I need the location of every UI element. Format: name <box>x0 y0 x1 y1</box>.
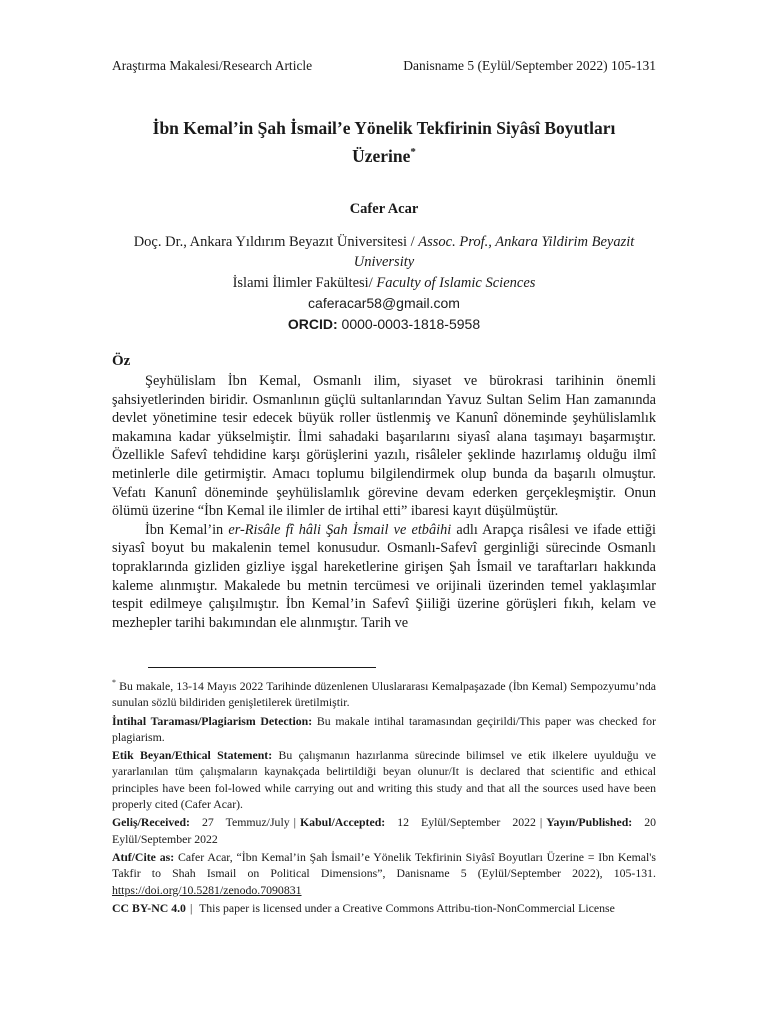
abstract-p2-pre: İbn Kemal’in <box>145 521 229 538</box>
dates-note <box>112 814 656 847</box>
abstract-paragraph-1: Şeyhülislam İbn Kemal, Osmanlı ilim, siyaset ve bürokrasi tarihinin önemli şahsiyetlerinden biridir. Osmanlının güçlü sultanlarından Yavuz Sultan Selim Han zamanında devlet yönetimine tesir edecek büyük roller üstlenmiş ve Kanunî döneminde şeyhülislamlık makamına kadar yükselmiştir. İlmi sahadaki başarılarını siyasî alana taşımayı başarmıştır. Özellikle Safevî tehdidine karşı görüşlerini yazılı, risâleler şeklinde hazırlamış olduğu ilmî metinlerle dile getirmiştir. Amacı toplumu bilgilendirmek olup bunda da başarılı olmuştur. Vefatı Kanunî döneminde şeyhülislamlık görevine devam ederken gerçekleşmiştir. Onun ölümü üzerine “İbn Kemal ile ilimler de irtihal etti” ibaresi kayıt düşülmüştür. <box>112 373 656 520</box>
accepted-value: 12 Eylül/September 2022 <box>385 815 536 830</box>
plagiarism-label: İntihal Taraması/Plagiarism Detection: <box>112 713 313 728</box>
ethics-note <box>112 747 656 812</box>
cite-label: Atıf/Cite as: <box>112 849 175 864</box>
published-value: 20 Eylül/September 2022 <box>112 815 656 846</box>
abstract-heading: Öz <box>112 353 131 369</box>
abstract-body <box>112 372 656 632</box>
author-affiliation <box>112 232 656 273</box>
footnote-symposium-text: Bu makale, 13-14 Mayıs 2022 Tarihinde düzenlenen Uluslararası Kemalpaşazade (İbn Kemal) Sempozyumu’nda sunulan sözlü bildiriden genişletilerek üretilmiştir. <box>112 679 656 710</box>
ethics-text: Bu çalışmanın hazırlanma sürecinde bilimsel ve etik ilkelere uyulduğu ve yararlanılan tüm çalışmaların kaynakçada belirtildiği beyan olunur/It is declared that scientific and ethical principles have been fol-lowed while carrying out and writing this study and that all the sources used have been properly cited (Cafer Acar). <box>112 748 656 812</box>
orcid-label: ORCID: <box>287 315 338 332</box>
faculty-tr: İslami İlimler Fakültesi/ <box>232 274 377 291</box>
author-faculty <box>112 273 656 294</box>
abstract-p2-post: adlı Arapça risâlesi ve ifade ettiği siyasî boyut bu makalenin temel konusudur. Osmanlı-Safevî gerginliği sürecinde Osmanlı topraklarında gizliden gizliye işgal hareketlerine girişen Şah İsmail ve taraftarları hakkında kaleme alınmıştır. Makalede bu metnin tercümesi ve orijinali üzerinden temel yaklaşımlar tespit edilmeye çalışılmıştır. İbn Kemal’in Safevî Şiiliği üzerine görüşleri fıkıh, kelam ve mezhepler tarihi bakımından ele alınmıştır. Tarih ve <box>112 521 657 631</box>
author-block <box>112 199 656 334</box>
article-title <box>112 116 656 168</box>
article-type: Araştırma Makalesi/Research Article <box>112 58 313 73</box>
risale-title: er-Risâle fî hâli Şah İsmail ve etbâihi <box>228 521 452 538</box>
plagiarism-note <box>112 713 656 746</box>
accepted-label: Kabul/Accepted: <box>300 815 386 830</box>
license-note <box>112 900 656 916</box>
footnote-mark: * <box>112 678 116 688</box>
cite-text: Cafer Acar, “İbn Kemal’in Şah İsmail’e Yönelik Tekfirinin Siyâsî Boyutları Üzerine = Ibn Kemal's Takfir to Shah Ismail on Political Dimensions”, Danisname 5 (Eylül/September 2022), 105-131. <box>112 849 656 881</box>
received-value: 27 Temmuz/July <box>189 815 290 830</box>
author-orcid <box>112 314 656 335</box>
author-name: Cafer Acar <box>349 201 419 217</box>
footnote-symposium <box>112 678 656 711</box>
affiliation-en: Assoc. Prof., Ankara Yildirim Beyazit University <box>353 233 635 270</box>
faculty-en: Faculty of Islamic Sciences <box>376 274 536 291</box>
dates-separator-2: | <box>539 815 543 830</box>
abstract-paragraph-2 <box>112 521 656 633</box>
orcid-value: 0000-0003-1818-5958 <box>337 315 481 332</box>
received-label: Geliş/Received: <box>112 815 190 830</box>
license-separator: | <box>189 900 193 915</box>
footnote-divider <box>148 667 376 668</box>
license-text: This paper is licensed under a Creative Commons Attribu-tion-NonCommercial License <box>196 900 615 915</box>
title-line-2: Üzerine <box>352 145 411 166</box>
author-email[interactable]: caferacar58@gmail.com <box>308 295 460 311</box>
title-footnote-mark: * <box>410 146 416 158</box>
plagiarism-text: Bu makale intihal taramasından geçirildi/This paper was checked for plagiarism. <box>112 713 656 744</box>
doi-link[interactable]: https://doi.org/10.5281/zenodo.7090831 <box>112 882 302 897</box>
cite-note <box>112 849 656 898</box>
title-line-1: İbn Kemal’in Şah İsmail’e Yönelik Tekfirinin Siyâsî Boyutları <box>152 118 616 138</box>
dates-separator: | <box>293 815 296 830</box>
journal-citation: Danisname 5 (Eylül/September 2022) 105-131 <box>403 58 656 73</box>
footnotes <box>112 678 656 918</box>
published-label: Yayın/Published: <box>546 815 633 830</box>
license-label: CC BY-NC 4.0 <box>112 900 186 915</box>
ethics-label: Etik Beyan/Ethical Statement: <box>112 748 273 763</box>
affiliation-tr: Doç. Dr., Ankara Yıldırım Beyazıt Üniversitesi / <box>133 233 419 250</box>
